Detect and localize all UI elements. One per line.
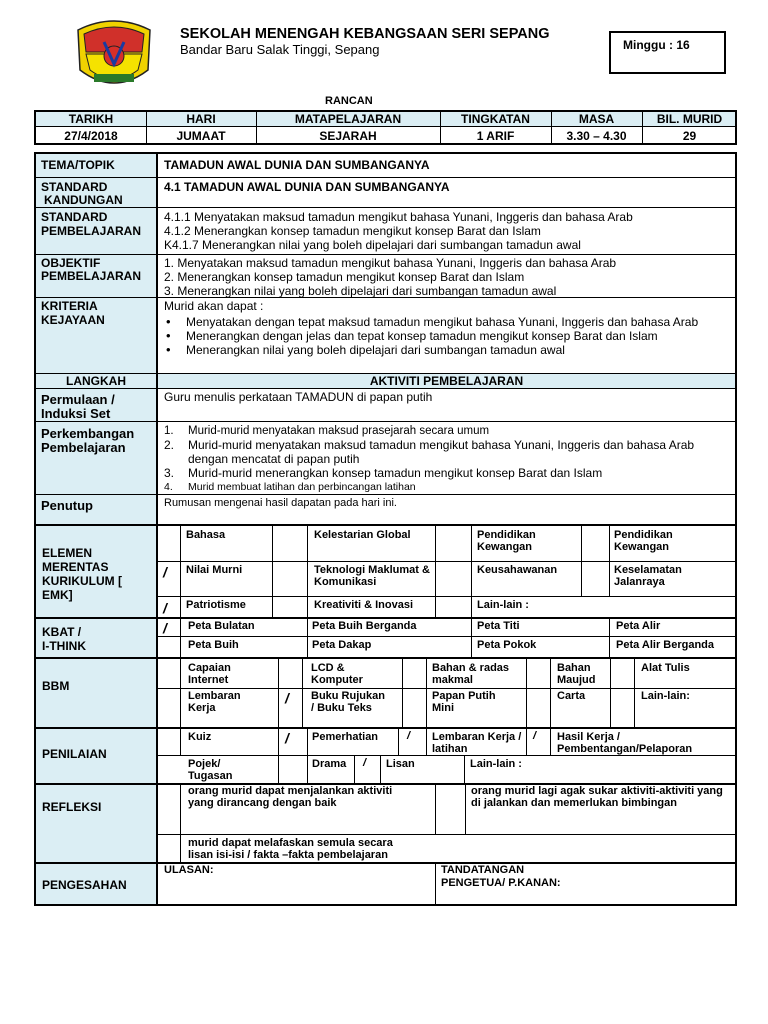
header-tarikh: TARIKH: [68, 112, 114, 126]
kriteria-label-1: KRITERIA: [41, 299, 98, 313]
permulaan-label-2: Induksi Set: [41, 406, 111, 421]
pengesahan-label: PENGESAHAN: [42, 878, 127, 892]
refleksi-label: REFLEKSI: [42, 800, 102, 814]
emk-keselamatan: Keselamatan Jalanraya: [614, 564, 682, 588]
school-name: SEKOLAH MENENGAH KEBANGSAAN SERI SEPANG: [180, 26, 550, 42]
penilaian-projek: Pojek/ Tugasan: [188, 758, 233, 782]
school-address: Bandar Baru Salak Tinggi, Sepang: [180, 42, 380, 57]
value-bil-murid: 29: [682, 129, 697, 143]
kbat-peta-bulatan: Peta Bulatan: [188, 620, 255, 632]
emk-tick-patriotisme: /: [163, 600, 167, 616]
bbm-papan-putih: Papan Putih Mini: [432, 690, 496, 714]
objektif-label-1: OBJEKTIF: [41, 256, 101, 270]
bbm-alat-tulis: Alat Tulis: [641, 662, 690, 674]
bbm-label: BBM: [42, 679, 70, 693]
week-label: Minggu : 16: [623, 38, 690, 52]
standard-pembelajaran-label-1: STANDARD: [41, 210, 108, 224]
standard-pembelajaran-label-2: PEMBELAJARAN: [41, 224, 142, 238]
section-title: RANCAN: [325, 95, 373, 107]
perkembangan-item: [164, 424, 732, 438]
item-text: Murid membuat latihan dan perbincangan latihan: [188, 481, 416, 493]
tema-value: TAMADUN AWAL DUNIA DAN SUMBANGANYA: [164, 158, 430, 172]
perkembangan-list: [164, 424, 732, 494]
standard-pembelajaran-line-3: K4.1.7 Menerangkan nilai yang boleh dipelajari dari sumbangan tamadun awal: [164, 238, 581, 252]
standard-kandungan-label-2: KANDUNGAN: [44, 193, 123, 207]
tema-label: TEMA/TOPIK: [41, 158, 115, 172]
bbm-lain-lain: Lain-lain:: [641, 690, 690, 702]
value-hari: JUMAAT: [176, 129, 226, 143]
emk-teknologi: Teknologi Maklumat & Komunikasi: [314, 564, 430, 588]
perkembangan-label-1: Perkembangan: [41, 426, 135, 441]
emk-lain-lain: Lain-lain :: [477, 599, 529, 611]
penilaian-label: PENILAIAN: [42, 747, 107, 761]
kbat-peta-dakap: Peta Dakap: [312, 639, 372, 651]
emk-label: ELEMEN MERENTAS KURIKULUM [ EMK]: [42, 546, 122, 602]
kriteria-item: • Menerangkan nilai yang boleh dipelajari dari sumbangan tamadun awal: [164, 343, 724, 357]
item-number: 4.: [164, 481, 173, 493]
header-tingkatan: TINGKATAN: [461, 112, 530, 126]
emk-kreativiti: Kreativiti & Inovasi: [314, 599, 414, 611]
emk-keusahawanan: Keusahawanan: [477, 564, 558, 576]
bbm-carta: Carta: [557, 690, 586, 702]
standard-kandungan-value: 4.1 TAMADUN AWAL DUNIA DAN SUMBANGANYA: [164, 180, 450, 194]
kriteria-item: • Menyatakan dengan tepat maksud tamadun mengikut bahasa Yunani, Inggeris dan bahasa Arab: [164, 315, 724, 329]
refleksi-left-2: murid dapat melafaskan semula secara lisan isi-isi / fakta –fakta pembelajaran: [188, 837, 393, 861]
emk-kelestarian: Kelestarian Global: [314, 529, 411, 541]
tandatangan-label-1: TANDATANGAN: [441, 864, 525, 876]
item-text: Murid-murid menyatakan maksud tamadun mengikut bahasa Yunani, Inggeris dan bahasa Arab dengan mencatat di papan putih: [188, 438, 695, 466]
standard-pembelajaran-line-2: 4.1.2 Menerangkan konsep tamadun mengikut konsep Barat dan Islam: [164, 224, 541, 238]
kbat-label-2: I-THINK: [42, 639, 86, 653]
objektif-line-1: 1. Menyatakan maksud tamadun mengikut bahasa Yunani, Inggeris dan bahasa Arab: [164, 256, 617, 270]
objektif-line-2: 2. Menerangkan konsep tamadun mengikut konsep Barat dan Islam: [164, 270, 525, 284]
emk-patriotisme: Patriotisme: [186, 599, 246, 611]
header-bil-murid: BIL. MURID: [656, 112, 723, 126]
permulaan-label-1: Permulaan /: [41, 392, 115, 407]
standard-kandungan-label-1: STANDARD: [41, 180, 108, 194]
penilaian-hasil-kerja: Hasil Kerja / Pembentangan/Pelaporan: [557, 731, 693, 755]
bbm-bahan-radas: Bahan & radas makmal: [432, 662, 510, 686]
refleksi-left-1: orang murid dapat menjalankan aktiviti yang dirancang dengan baik: [188, 785, 393, 809]
perkembangan-label-2: Pembelajaran: [41, 440, 126, 455]
emk-pendidikan-kewangan-2: Pendidikan Kewangan: [614, 529, 673, 553]
kriteria-item: • Menerangkan dengan jelas dan tepat konsep tamadun mengikut konsep Barat dan Islam: [164, 329, 724, 343]
kbat-peta-titi: Peta Titi: [477, 620, 520, 632]
item-text: Murid-murid menerangkan konsep tamadun mengikut konsep Barat dan Islam: [188, 466, 603, 480]
bbm-capaian-internet: Capaian Internet: [188, 662, 231, 686]
header-matapelajaran: MATAPELAJARAN: [294, 112, 402, 126]
standard-pembelajaran-line-1: 4.1.1 Menyatakan maksud tamadun mengikut bahasa Yunani, Inggeris dan bahasa Arab: [164, 210, 633, 224]
perkembangan-item: [164, 438, 732, 466]
kriteria-list: [164, 315, 724, 357]
value-tingkatan: 1 ARIF: [476, 129, 515, 143]
header-hari: HARI: [186, 112, 216, 126]
penilaian-lembaran: Lembaran Kerja / latihan: [432, 731, 522, 755]
value-matapelajaran: SEJARAH: [319, 129, 377, 143]
refleksi-right-1: orang murid lagi agak sukar aktiviti-aktiviti yang di jalankan dan memerlukan bimbingan: [471, 785, 723, 809]
permulaan-value: Guru menulis perkataan TAMADUN di papan putih: [164, 390, 433, 404]
langkah-header: LANGKAH: [66, 374, 126, 388]
penilaian-lain-lain: Lain-lain :: [470, 758, 522, 770]
week-box: [609, 31, 726, 74]
perkembangan-item: [164, 481, 732, 494]
school-crest-icon: [68, 12, 160, 96]
header-masa: MASA: [578, 112, 615, 126]
tandatangan-label-2: PENGETUA/ P.KANAN:: [441, 877, 561, 889]
item-number: 2.: [164, 438, 175, 452]
kbat-peta-alir-berganda: Peta Alir Berganda: [616, 639, 715, 651]
penilaian-tick-lembaran: /: [533, 730, 537, 742]
bbm-lembaran-kerja: Lembaran Kerja: [188, 690, 241, 714]
objektif-label-2: PEMBELAJARAN: [41, 269, 142, 283]
penilaian-kuiz: Kuiz: [188, 731, 212, 743]
kriteria-label-2: KEJAYAAN: [41, 313, 105, 327]
kbat-tick: /: [163, 620, 167, 636]
penilaian-pemerhatian: Pemerhatian: [312, 731, 379, 743]
penilaian-lisan: Lisan: [386, 758, 415, 770]
emk-bahasa: Bahasa: [186, 529, 226, 541]
item-number: 3.: [164, 466, 175, 480]
bbm-buku-rujukan: Buku Rujukan / Buku Teks: [311, 690, 385, 714]
school-logo: [68, 12, 160, 96]
penutup-value: Rumusan mengenai hasil dapatan pada hari ini.: [164, 497, 397, 509]
bbm-lcd-komputer: LCD & Komputer: [311, 662, 363, 686]
kbat-label-1: KBAT /: [42, 625, 82, 639]
emk-pendidikan-kewangan-1: Pendidikan Kewangan: [477, 529, 536, 553]
kbat-peta-buih-berganda: Peta Buih Berganda: [312, 620, 417, 632]
penilaian-drama: Drama: [312, 758, 347, 770]
emk-tick-nilai: /: [163, 564, 167, 580]
kbat-peta-alir: Peta Alir: [616, 620, 661, 632]
penilaian-tick-drama: /: [363, 757, 367, 769]
aktiviti-header: AKTIVITI PEMBELAJARAN: [369, 374, 524, 388]
item-text: Murid-murid menyatakan maksud prasejarah secara umum: [188, 425, 490, 437]
value-masa: 3.30 – 4.30: [566, 129, 627, 143]
value-tarikh: 27/4/2018: [64, 129, 118, 143]
penilaian-tick-pemerhatian: /: [407, 730, 411, 742]
perkembangan-item: [164, 466, 732, 481]
penilaian-tick-kuiz: /: [285, 730, 289, 746]
bbm-bahan-maujud: Bahan Maujud: [557, 662, 596, 686]
kriteria-intro: Murid akan dapat :: [164, 299, 264, 313]
emk-nilai-murni: Nilai Murni: [186, 564, 243, 576]
item-number: 1.: [164, 425, 174, 437]
objektif-line-3: 3. Menerangkan nilai yang boleh dipelajari dari sumbangan tamadun awal: [164, 284, 557, 298]
bbm-tick: /: [285, 690, 289, 706]
kbat-peta-buih: Peta Buih: [188, 639, 239, 651]
penutup-label: Penutup: [41, 498, 93, 513]
kbat-peta-pokok: Peta Pokok: [477, 639, 537, 651]
ulasan-label: ULASAN:: [164, 864, 214, 876]
